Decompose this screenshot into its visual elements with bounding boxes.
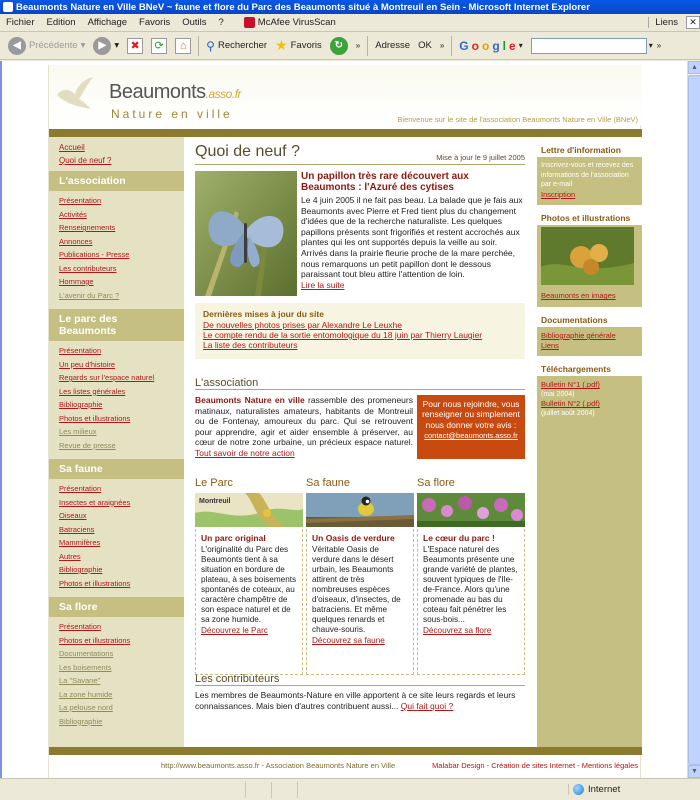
column-title: Le Parc bbox=[195, 477, 233, 489]
dove-logo-icon bbox=[53, 73, 97, 113]
toolbar-overflow[interactable]: » bbox=[439, 41, 445, 50]
bird-photo[interactable] bbox=[306, 493, 414, 527]
update-link-photos[interactable]: De nouvelles photos prises par Alexandre Le Leuxhe bbox=[203, 320, 402, 330]
nav-link[interactable]: Regards sur l'espace naturel bbox=[59, 373, 155, 382]
google-search-input[interactable] bbox=[531, 38, 647, 54]
site-footer bbox=[49, 756, 642, 774]
google-letter: o bbox=[471, 38, 479, 53]
nav-section bbox=[49, 171, 184, 305]
association-description: rassemble des promeneurs matinaux, naturalistes amateurs, habitants de Montreuil ou de Fontenay, amoureux du parc. Qui se retrouvent pour apprendre, agir et aider ensemble à préserver, au cœur de notre zone urbaine, un précieux espace naturel. bbox=[195, 395, 413, 448]
scroll-down-icon[interactable]: ▼ bbox=[688, 765, 700, 778]
nav-link[interactable]: Photos et illustrations bbox=[59, 635, 131, 645]
feature-columns bbox=[195, 477, 525, 673]
nav-section-title[interactable]: Le parc des Beaumonts bbox=[49, 309, 184, 341]
article-title: Un papillon très rare découvert aux Beaumonts : l'Azuré des cytises bbox=[301, 171, 469, 193]
chevron-down-icon: ▾ bbox=[114, 40, 120, 51]
column-subtitle: Un Oasis de verdure bbox=[312, 533, 395, 543]
join-text: Pour nous rejoindre, vous renseigner ou simplement nous donner votre avis : bbox=[422, 399, 520, 430]
nav-link[interactable]: Les boisements bbox=[59, 662, 112, 672]
site-header bbox=[49, 65, 642, 125]
security-zone bbox=[568, 784, 700, 795]
google-letter: l bbox=[502, 38, 506, 53]
bulletin-2-link[interactable]: Bulletin N°2 (.pdf) bbox=[541, 399, 600, 409]
toolbar-separator bbox=[367, 36, 368, 56]
nav-link[interactable]: Hommage bbox=[59, 277, 94, 286]
menu-help[interactable]: ? bbox=[218, 17, 224, 28]
star-icon: ★ bbox=[275, 37, 288, 53]
column-title: Sa flore bbox=[417, 477, 455, 489]
newsletter-section bbox=[537, 157, 642, 205]
contributors-heading: Les contributeurs bbox=[195, 673, 525, 686]
photos-heading: Photos et illustrations bbox=[537, 205, 642, 225]
nav-link[interactable]: Présentation bbox=[59, 196, 102, 205]
nav-sections bbox=[49, 171, 184, 731]
nav-link[interactable]: Documentations bbox=[59, 649, 114, 658]
home-icon: ⌂ bbox=[175, 38, 191, 54]
toolbar-overflow[interactable]: » bbox=[355, 41, 361, 50]
nav-link[interactable]: L'avenir du Parc ? bbox=[59, 290, 120, 300]
association-text bbox=[195, 395, 413, 459]
logo-domain: .asso.fr bbox=[205, 87, 242, 101]
discover-flore-link[interactable]: Découvrez sa flore bbox=[423, 626, 492, 635]
contributors-text bbox=[195, 690, 525, 711]
bulletin-1-link[interactable]: Bulletin N°1 (.pdf) bbox=[541, 380, 600, 390]
nav-section bbox=[49, 459, 184, 593]
nav-link[interactable]: Les milieux bbox=[59, 427, 97, 436]
site-updates-box bbox=[195, 303, 525, 359]
nav-link[interactable]: Bibliographie bbox=[59, 400, 103, 409]
globe-icon bbox=[573, 784, 584, 795]
column-flore bbox=[417, 477, 525, 673]
flowers-photo[interactable] bbox=[417, 493, 525, 527]
column-subtitle: Un parc original bbox=[201, 533, 266, 543]
chevron-down-icon: ▾ bbox=[80, 40, 86, 51]
nav-link[interactable]: La "Savane" bbox=[59, 676, 101, 685]
nav-link[interactable]: Batraciens bbox=[59, 524, 95, 534]
nav-section-list bbox=[49, 617, 184, 731]
article-text: Le 4 juin 2005 il ne fait pas beau. La balade que je fais aux Beaumonts avec Pierre et Fred tient plus du changement d'idées que de la recherche naturaliste. Les quelques papillons présents sont frigorifiés et restent accrochés aux plantes qui les ont supportés depuis la veille au soir. Arrivés dans la prairie fleurie proche de la mare perchée, nous remarquons un petit papillon dont le dessous paraissant tout bleu attire l'attention de loin. bbox=[301, 195, 523, 280]
back-button[interactable] bbox=[4, 34, 89, 58]
column-text: L'originalité du Parc des Beaumonts tient à sa situation en bordure de plateau, à ses boisements spontanés de coteaux, au caractère champêtre de son espace naturel et de sa zone humide. bbox=[201, 545, 297, 624]
search-label: Rechercher bbox=[217, 40, 268, 51]
downloads-section bbox=[537, 376, 642, 424]
zone-label: Internet bbox=[588, 784, 621, 795]
footer-credits-links[interactable]: Malabar Design - Création de sites Internet - Mentions légales bbox=[432, 760, 638, 770]
nav-link[interactable]: Annonces bbox=[59, 236, 93, 246]
mcafee-button[interactable] bbox=[244, 17, 336, 28]
mcafee-icon bbox=[244, 17, 255, 28]
nav-link[interactable]: La pelouse nord bbox=[59, 703, 113, 712]
beaumonts-images-link[interactable]: Beaumonts en images bbox=[541, 291, 616, 301]
nav-link[interactable]: Les contributeurs bbox=[59, 263, 117, 273]
forward-arrow-icon: ▶ bbox=[93, 37, 111, 55]
nav-link[interactable]: Revue de presse bbox=[59, 440, 116, 450]
join-box bbox=[417, 395, 525, 459]
mcafee-label: McAfee VirusScan bbox=[257, 17, 336, 28]
photos-section bbox=[537, 287, 642, 307]
updates-title: Dernières mises à jour du site bbox=[203, 309, 324, 319]
association-more-link[interactable]: Tout savoir de notre action bbox=[195, 447, 295, 458]
favorites-button[interactable] bbox=[271, 34, 326, 58]
logo-name: Beaumonts bbox=[109, 81, 206, 103]
google-letter: e bbox=[509, 38, 516, 53]
back-arrow-icon: ◀ bbox=[8, 37, 26, 55]
map-label: Montreuil bbox=[199, 498, 231, 505]
nav-link[interactable]: Oiseaux bbox=[59, 511, 87, 520]
logo-tagline: Nature en ville bbox=[111, 107, 233, 121]
search-icon: ⚲ bbox=[206, 38, 215, 53]
favorites-label: Favoris bbox=[290, 40, 322, 51]
column-subtitle: Le cœur du parc ! bbox=[423, 533, 495, 543]
discover-parc-link[interactable]: Découvrez le Parc bbox=[201, 626, 268, 635]
google-toolbar-logo[interactable] bbox=[455, 34, 526, 58]
google-letter: G bbox=[459, 38, 469, 53]
nav-link[interactable]: Publications - Presse bbox=[59, 250, 130, 259]
status-segment bbox=[245, 782, 271, 798]
left-navigation bbox=[49, 137, 184, 747]
newsletter-signup-link[interactable]: Inscription bbox=[541, 189, 576, 199]
newsletter-heading: Lettre d'information bbox=[537, 137, 642, 157]
discover-faune-link[interactable]: Découvrez sa faune bbox=[312, 636, 385, 645]
status-segment bbox=[297, 782, 323, 798]
nav-link[interactable]: Bibliographie bbox=[59, 716, 103, 726]
nav-section-list bbox=[49, 191, 184, 305]
nav-link[interactable]: Autres bbox=[59, 551, 81, 561]
menu-edition[interactable]: Edition bbox=[46, 17, 76, 28]
article-body bbox=[301, 195, 525, 290]
read-more-link[interactable]: Lire la suite bbox=[301, 279, 345, 290]
search-button[interactable] bbox=[202, 34, 271, 58]
nav-link[interactable]: Mammifères bbox=[59, 538, 101, 547]
bulletin-1-date: (mai 2004) bbox=[541, 390, 575, 398]
column-text: L'Espace naturel des Beaumonts présente une grande variété de plantes, souvent typiques de l'Ile-de-France. Alors qu'une promenade au bas du coteau fait pénétrer les sous-bois... bbox=[423, 545, 518, 624]
nav-top-links bbox=[49, 137, 184, 167]
site-logo[interactable] bbox=[109, 81, 241, 104]
top-divider-bar bbox=[49, 129, 642, 137]
column-parc bbox=[195, 477, 303, 673]
standard-toolbar bbox=[0, 32, 700, 60]
status-bar bbox=[0, 778, 700, 800]
association-heading: L'association bbox=[195, 377, 525, 390]
google-letter: o bbox=[481, 38, 490, 53]
nav-link[interactable]: Insectes et araignées bbox=[59, 497, 131, 507]
site-container bbox=[48, 65, 641, 778]
stop-icon: ✖ bbox=[127, 38, 143, 54]
google-letter: g bbox=[492, 38, 500, 53]
nav-section bbox=[49, 597, 184, 731]
google-dropdown-icon[interactable]: ▾ bbox=[648, 41, 653, 50]
newsletter-text: Inscrivez-vous et recevez des informations de l'association par e-mail bbox=[541, 162, 634, 189]
column-box bbox=[417, 529, 525, 675]
menu-fichier[interactable]: Fichier bbox=[6, 17, 35, 28]
nav-section-title[interactable]: Sa faune bbox=[49, 459, 184, 479]
nav-link[interactable]: Activités bbox=[59, 209, 87, 219]
go-button[interactable]: OK bbox=[418, 40, 432, 51]
nav-quoi-de-neuf[interactable]: Quoi de neuf ? bbox=[59, 156, 112, 165]
nav-link[interactable]: Photos et illustrations bbox=[59, 578, 131, 588]
nav-link[interactable]: Bibliographie bbox=[59, 565, 103, 574]
vertical-scrollbar[interactable] bbox=[687, 61, 700, 778]
nav-section-title[interactable]: Sa flore bbox=[49, 597, 184, 617]
menu-outils[interactable]: Outils bbox=[182, 17, 207, 28]
history-button[interactable] bbox=[326, 34, 352, 58]
toolbar-overflow[interactable]: » bbox=[656, 41, 662, 50]
menu-affichage[interactable]: Affichage bbox=[87, 17, 128, 28]
toolbar-separator bbox=[451, 36, 452, 56]
news-article bbox=[195, 171, 525, 311]
forward-button[interactable] bbox=[89, 34, 123, 58]
address-label: Adresse bbox=[375, 40, 411, 51]
nav-link[interactable]: Un peu d'histoire bbox=[59, 359, 116, 369]
nav-section-list bbox=[49, 341, 184, 455]
nav-link[interactable]: Présentation bbox=[59, 346, 102, 355]
ie-icon bbox=[3, 2, 13, 12]
footer-site-url: http://www.beaumonts.asso.fr - Association Beaumonts Nature en Ville bbox=[161, 760, 396, 770]
refresh-icon: ⟳ bbox=[151, 38, 167, 54]
menu-bar bbox=[0, 14, 700, 32]
downloads-heading: Téléchargements bbox=[537, 356, 642, 376]
welcome-text: Bienvenue sur le site de l'association Beaumonts Nature en Ville (BNeV) bbox=[397, 115, 638, 124]
association-name: Beaumonts Nature en ville bbox=[195, 395, 305, 405]
window-title-bar bbox=[0, 0, 700, 14]
contributors-description: Les membres de Beaumonts-Nature en ville apportent à ce site leurs regards et leurs connaissances. Mais bien d'autres contribuent aussi... bbox=[195, 690, 516, 711]
update-link-report[interactable]: Le compte rendu de la sortie entomologique du 18 juin par Thierry Laugier bbox=[203, 330, 483, 340]
close-icon[interactable]: ✕ bbox=[686, 16, 700, 29]
column-title: Sa faune bbox=[306, 477, 351, 489]
butterfly-photo[interactable] bbox=[195, 171, 297, 296]
park-map-image[interactable] bbox=[195, 493, 303, 527]
scroll-up-icon[interactable]: ▲ bbox=[688, 61, 700, 74]
toolbar-separator bbox=[198, 36, 199, 56]
nav-link[interactable]: Présentation bbox=[59, 484, 102, 493]
documentation-heading: Documentations bbox=[537, 307, 642, 327]
nav-link[interactable]: Présentation bbox=[59, 622, 102, 631]
nav-section bbox=[49, 309, 184, 455]
bulletin-2-date: (juillet août 2004) bbox=[541, 409, 595, 417]
back-label: Précédente bbox=[29, 40, 78, 51]
column-faune bbox=[306, 477, 414, 673]
links-menu[interactable]: Liens bbox=[648, 17, 684, 28]
nav-link[interactable]: Les listes générales bbox=[59, 386, 126, 396]
scroll-thumb[interactable] bbox=[688, 75, 700, 765]
nav-section-title[interactable]: L'association bbox=[49, 171, 184, 191]
links-link[interactable]: Liens bbox=[541, 340, 559, 350]
update-link-contributors[interactable]: La liste des contributeurs bbox=[203, 340, 298, 350]
page-title: Quoi de neuf ? bbox=[195, 143, 525, 165]
who-does-what-link[interactable]: Qui fait quoi ? bbox=[400, 700, 454, 711]
home-button[interactable] bbox=[171, 34, 195, 58]
page-viewport bbox=[0, 61, 687, 778]
bottom-divider-bar bbox=[49, 747, 642, 755]
column-text: Véritable Oasis de verdure dans le désert urbain, les Beaumonts attirent de très nombreuses espèces d'oiseaux, d'insectes, de batraciens. Et même quelques renards et chauve-souris. bbox=[312, 545, 401, 634]
nav-link[interactable]: La zone humide bbox=[59, 689, 113, 699]
chevron-down-icon: ▾ bbox=[518, 41, 523, 50]
bibliography-link[interactable]: Bibliographie générale bbox=[541, 330, 616, 340]
contact-email-link[interactable]: contact@beaumonts.asso.fr bbox=[424, 431, 518, 441]
nav-link[interactable]: Photos et illustrations bbox=[59, 413, 131, 423]
nav-section-list bbox=[49, 479, 184, 593]
refresh-button[interactable] bbox=[147, 34, 171, 58]
history-icon: ↻ bbox=[330, 37, 348, 55]
status-segment bbox=[271, 782, 297, 798]
documentation-section bbox=[537, 327, 642, 356]
nav-link[interactable]: Renseignements bbox=[59, 223, 116, 232]
fruit-photo[interactable] bbox=[541, 227, 634, 285]
menu-favoris[interactable]: Favoris bbox=[139, 17, 171, 28]
window-title: Beaumonts Nature en Ville BNeV ~ faune et flore du Parc des Beaumonts situé à Montreuil en Sein - Microsoft Internet Explorer bbox=[16, 1, 590, 13]
column-box bbox=[306, 529, 414, 675]
right-sidebar bbox=[537, 137, 642, 747]
stop-button[interactable] bbox=[123, 34, 147, 58]
update-date: Mise à jour le 9 juillet 2005 bbox=[436, 153, 525, 162]
main-content bbox=[195, 143, 525, 743]
nav-accueil[interactable]: Accueil bbox=[59, 143, 85, 152]
column-box bbox=[195, 529, 303, 675]
